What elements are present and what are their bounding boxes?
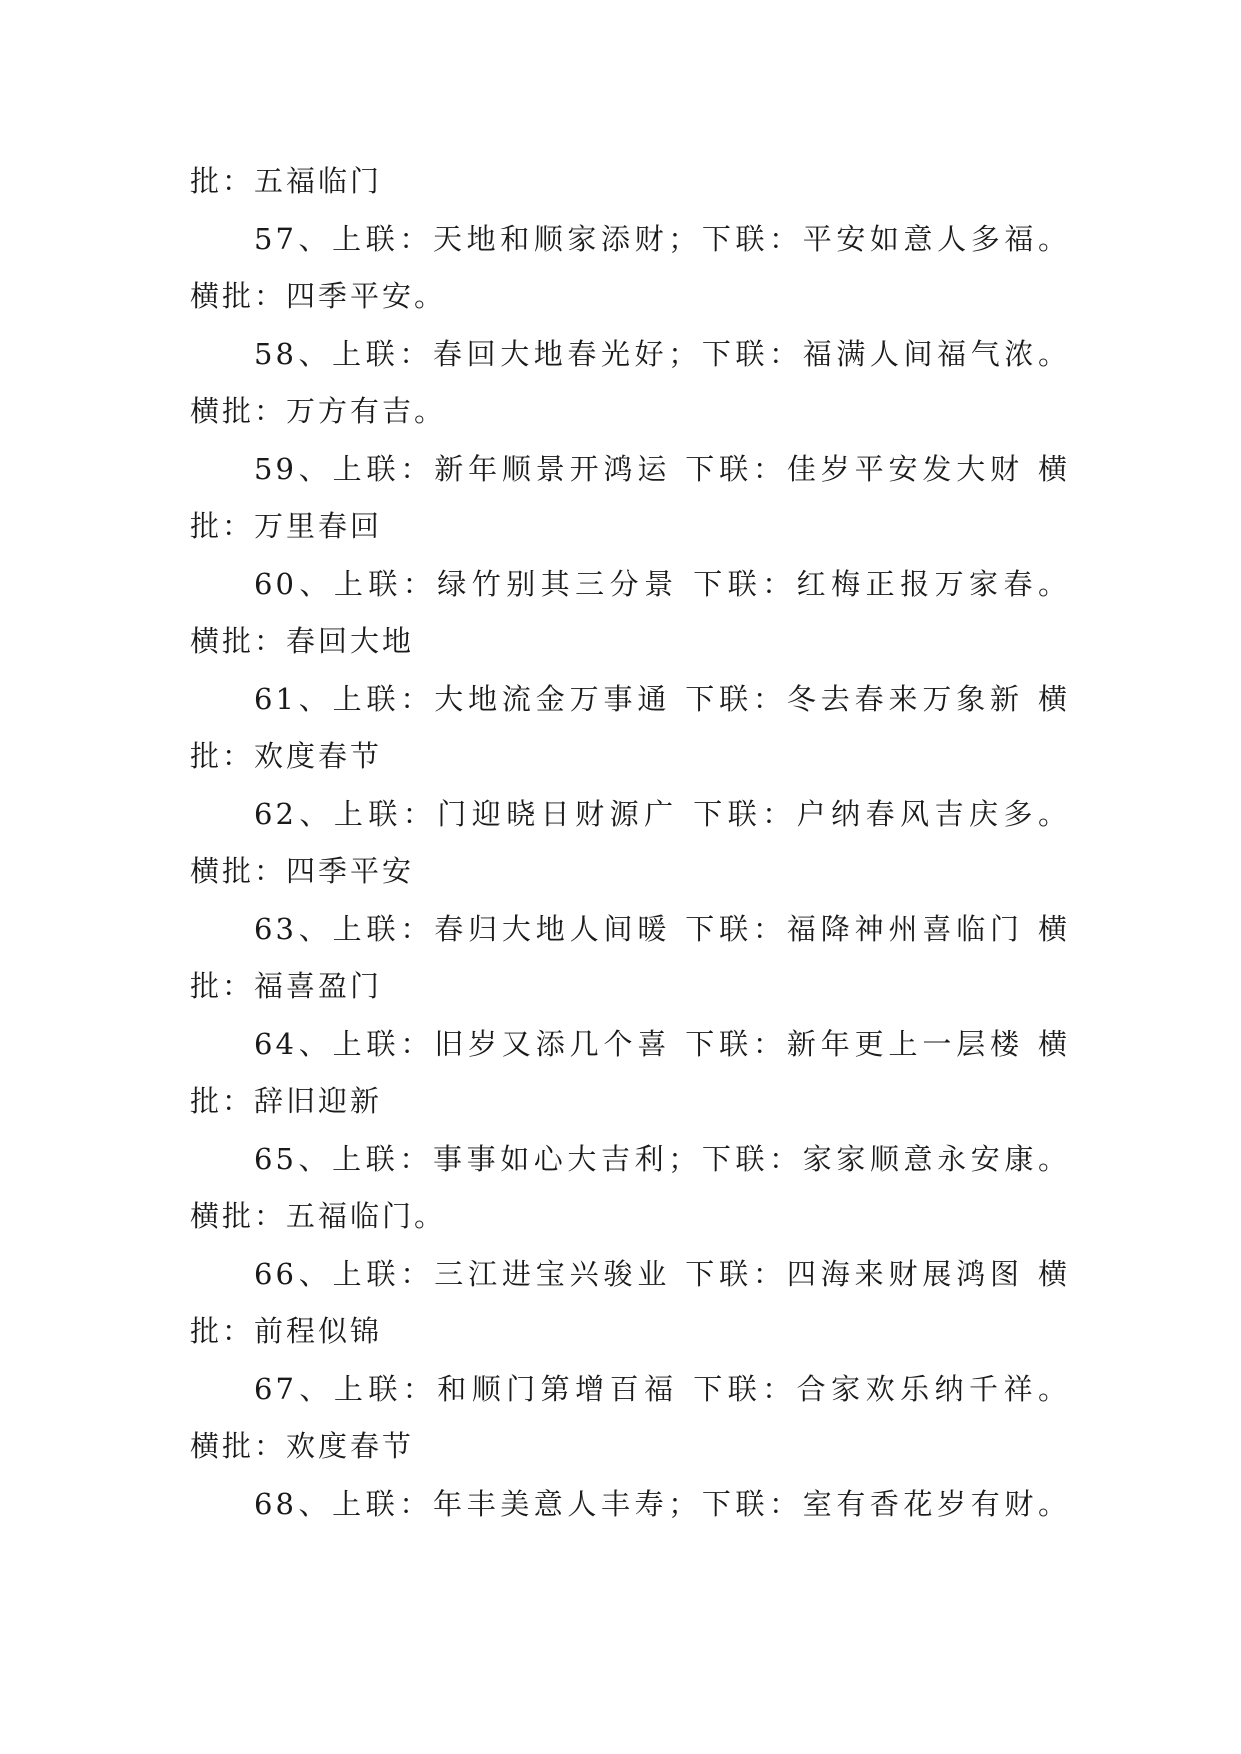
text-line: 批：辞旧迎新 bbox=[190, 1084, 383, 1118]
text-line: 批：前程似锦 bbox=[190, 1314, 383, 1348]
couplet-list bbox=[190, 153, 1070, 1533]
text-line: 横批：四季平安 bbox=[190, 854, 415, 888]
text-line: 横批：万方有吉。 bbox=[190, 394, 447, 428]
text-line: 横批：欢度春节 bbox=[190, 1429, 415, 1463]
couplet-entry-64: 64、上联：旧岁又添几个喜 下联：新年更上一层楼 横 bbox=[254, 1026, 1070, 1061]
text-line: 横批：五福临门。 bbox=[190, 1199, 447, 1233]
couplet-entry-57: 57、上联：天地和顺家添财；下联：平安如意人多福。 bbox=[254, 221, 1070, 256]
text-line: 批：欢度春节 bbox=[190, 739, 383, 773]
couplet-entry-66: 66、上联：三江进宝兴骏业 下联：四海来财展鸿图 横 bbox=[254, 1256, 1070, 1291]
couplet-entry-65: 65、上联：事事如心大吉利；下联：家家顺意永安康。 bbox=[254, 1141, 1070, 1176]
couplet-entry-68: 68、上联：年丰美意人丰寿；下联：室有香花岁有财。 bbox=[254, 1486, 1070, 1521]
couplet-entry-62: 62、上联：门迎晓日财源广 下联：户纳春风吉庆多。 bbox=[254, 796, 1070, 831]
couplet-entry-63: 63、上联：春归大地人间暖 下联：福降神州喜临门 横 bbox=[254, 911, 1070, 946]
text-line: 批：万里春回 bbox=[190, 509, 383, 543]
couplet-entry-67: 67、上联：和顺门第增百福 下联：合家欢乐纳千祥。 bbox=[254, 1371, 1070, 1406]
couplet-entry-59: 59、上联：新年顺景开鸿运 下联：佳岁平安发大财 横 bbox=[254, 451, 1070, 486]
text-line: 横批：春回大地 bbox=[190, 624, 415, 658]
couplet-entry-60: 60、上联：绿竹别其三分景 下联：红梅正报万家春。 bbox=[254, 566, 1070, 601]
text-line: 批：五福临门 bbox=[190, 164, 383, 198]
text-line: 批：福喜盈门 bbox=[190, 969, 383, 1003]
couplet-entry-61: 61、上联：大地流金万事通 下联：冬去春来万象新 横 bbox=[254, 681, 1070, 716]
couplet-entry-58: 58、上联：春回大地春光好；下联：福满人间福气浓。 bbox=[254, 336, 1070, 371]
text-line: 横批：四季平安。 bbox=[190, 279, 447, 313]
